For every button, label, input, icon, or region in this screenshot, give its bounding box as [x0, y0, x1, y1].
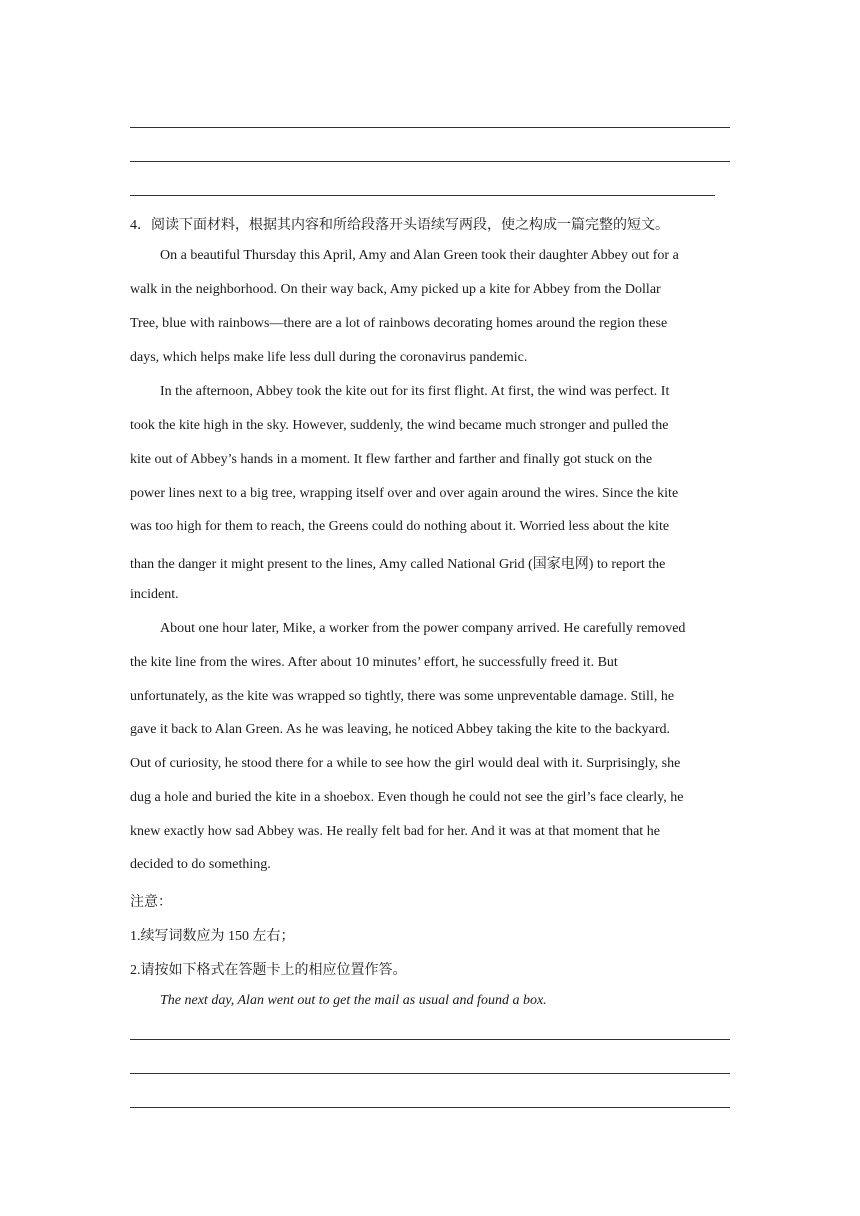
paragraph-line: knew exactly how sad Abbey was. He really felt bad for her. And it was at that moment that he: [130, 824, 660, 839]
paragraph-line: gave it back to Alan Green. As he was leaving, he noticed Abbey taking the kite to the backyard.: [130, 722, 671, 737]
paragraph-line: dug a hole and buried the kite in a shoebox. Even though he could not see the girl’s face clearly, he: [130, 790, 684, 805]
paragraph-line: unfortunately, as the kite was wrapped so tightly, there was some unpreventable damage. Still, he: [130, 689, 675, 704]
writing-line: [130, 1039, 730, 1040]
paragraph-line: About one hour later, Mike, a worker from the power company arrived. He carefully removed: [160, 621, 686, 636]
answer-line: [130, 127, 730, 128]
writing-line: [130, 1107, 730, 1108]
answer-line: [130, 195, 715, 196]
continuation-prompt: The next day, Alan went out to get the mail as usual and found a box.: [160, 993, 547, 1008]
paragraph-line: incident.: [130, 587, 179, 602]
note-item: 2.请按如下格式在答题卡上的相应位置作答。: [130, 963, 407, 978]
paragraph-line: On a beautiful Thursday this April, Amy and Alan Green took their daughter Abbey out for a: [160, 248, 679, 263]
paragraph-line: days, which helps make life less dull during the coronavirus pandemic.: [130, 350, 528, 365]
paragraph-line: walk in the neighborhood. On their way back, Amy picked up a kite for Abbey from the Dollar: [130, 282, 661, 297]
paragraph-line: power lines next to a big tree, wrapping itself over and over again around the wires. Since the kite: [130, 486, 679, 501]
paragraph-line: Out of curiosity, he stood there for a while to see how the girl would deal with it. Surprisingly, she: [130, 756, 681, 771]
note-item: 1.续写词数应为 150 左右；: [130, 929, 295, 944]
paragraph-line: the kite line from the wires. After about 10 minutes’ effort, he successfully freed it. But: [130, 655, 618, 670]
paragraph-line: In the afternoon, Abbey took the kite out for its first flight. At first, the wind was perfect. It: [160, 384, 670, 399]
paragraph-line: kite out of Abbey’s hands in a moment. It flew farther and farther and finally got stuck on the: [130, 452, 653, 467]
paragraph-line: was too high for them to reach, the Greens could do nothing about it. Worried less about the kite: [130, 519, 670, 534]
answer-line: [130, 161, 730, 162]
writing-line: [130, 1073, 730, 1074]
paragraph-line: decided to do something.: [130, 857, 271, 872]
question-heading: 4．阅读下面材料，根据其内容和所给段落开头语续写两段，使之构成一篇完整的短文。: [130, 218, 669, 233]
paragraph-line: Tree, blue with rainbows—there are a lot of rainbows decorating homes around the region these: [130, 316, 668, 331]
paragraph-line: took the kite high in the sky. However, suddenly, the wind became much stronger and pulled the: [130, 418, 669, 433]
paragraph-line: than the danger it might present to the lines, Amy called National Grid (国家电网) to report the: [130, 557, 666, 572]
note-label: 注意：: [130, 895, 172, 910]
